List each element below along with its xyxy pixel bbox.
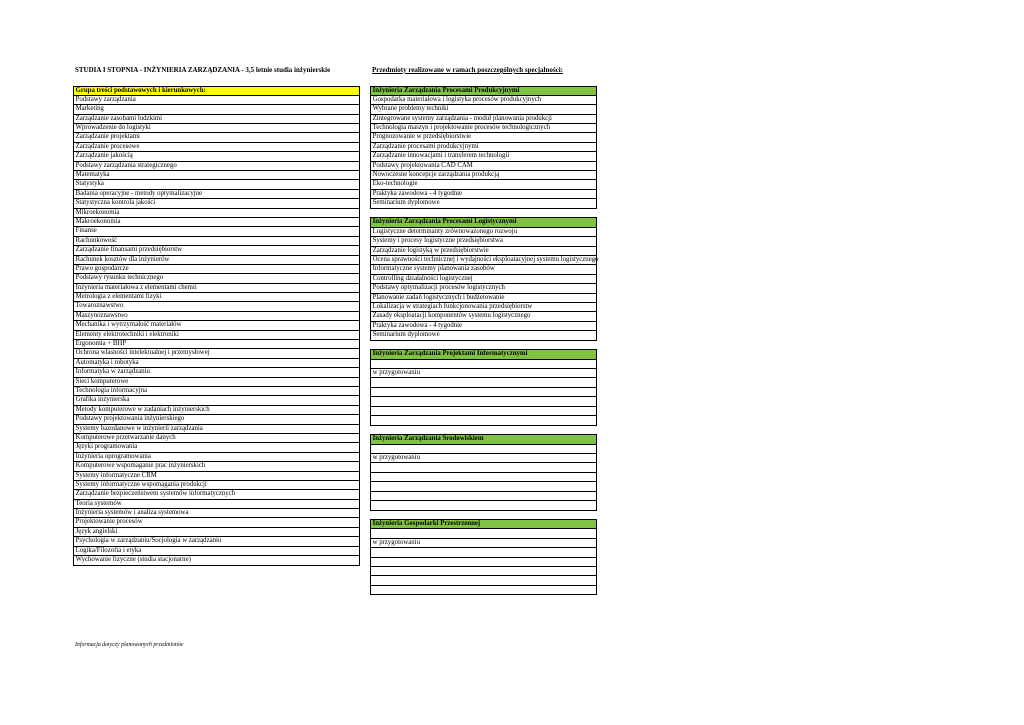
specialization-empty-row xyxy=(371,558,596,567)
core-subject-row: Statystyczna kontrola jakości xyxy=(74,199,359,208)
core-subject-row: Rachunkowość xyxy=(74,237,359,246)
specializations-column xyxy=(370,86,597,596)
core-subject-row: Statystyka xyxy=(74,180,359,189)
specialization-header: Inżynieria Zarządzania Projektami Informatycznymi xyxy=(371,350,596,359)
specialization-header: Inżynieria Zarządzania Procesami Logistycznymi xyxy=(371,218,596,227)
core-subject-row: Ochrona własności intelektualnej i przemysłowej xyxy=(74,349,359,358)
core-subject-row: Zarządzanie zasobami ludzkimi xyxy=(74,115,359,124)
core-subject-row: Języki programowania xyxy=(74,443,359,452)
core-subject-row: Systemy bazodanowe w inżynierii zarządzania xyxy=(74,425,359,434)
core-subject-row: Towaroznawstwo xyxy=(74,302,359,311)
core-subject-row: Zarządzanie finansami przedsiębiorstw xyxy=(74,246,359,255)
specialization-empty-row xyxy=(371,397,596,406)
specialization-empty-row xyxy=(371,407,596,416)
core-subject-row: Finanse xyxy=(74,227,359,236)
specialization-empty-row xyxy=(371,378,596,387)
core-subject-row: Maszynoznawstwo xyxy=(74,312,359,321)
specialization-empty-row xyxy=(371,492,596,501)
core-subject-row: Makroekonomia xyxy=(74,218,359,227)
core-subject-row: Wprowadzenie do logistyki xyxy=(74,124,359,133)
specializations-heading: Przedmioty realizowane w ramach poszczególnych specjalności: xyxy=(372,66,563,74)
core-subject-row: Metody komputerowe w zadaniach inżynierskich xyxy=(74,406,359,415)
core-subject-row: Komputerowe wspomaganie prac inżynierskich xyxy=(74,462,359,471)
specialization-subject-row: Podstawy projektowania CAD CAM xyxy=(371,162,596,171)
core-subject-row: Podstawy zarządzania strategicznego xyxy=(74,162,359,171)
specialization-header: Inżynieria Zarządzania Środowiskiem xyxy=(371,435,596,444)
core-subjects-table xyxy=(73,86,360,566)
core-subject-row: Komputerowe przetwarzanie danych xyxy=(74,434,359,443)
core-subject-row: Marketing xyxy=(74,105,359,114)
core-subject-row: Inżynieria systemów i analiza systemowa xyxy=(74,509,359,518)
specialization-subject-row: Wybrane problemy techniki xyxy=(371,105,596,114)
core-subject-row: Grafika inżynierska xyxy=(74,396,359,405)
core-subject-row: Podstawy projektowania inżynierskiego xyxy=(74,415,359,424)
core-subject-row: Informatyka w zarządzaniu xyxy=(74,368,359,377)
core-subject-row: Badania operacyjne - metody optymalizacyjne xyxy=(74,190,359,199)
specialization-empty-row xyxy=(371,586,596,595)
specialization-subject-row: w przygotowaniu xyxy=(371,454,596,463)
specialization-subject-row: Controlling działalności logistycznej xyxy=(371,275,596,284)
specialization-table xyxy=(370,434,597,510)
specialization-subject-row: Gospodarka materiałowa i logistyka procesów produkcyjnych xyxy=(371,96,596,105)
specialization-subject-row: Podstawy optymalizacji procesów logistycznych xyxy=(371,284,596,293)
specialization-subject-row: Ocena sprawności technicznej i wydajności eksploatacyjnej systemu logistycznego xyxy=(371,256,596,265)
core-subject-row: Elementy elektrotechniki i elektroniki xyxy=(74,331,359,340)
specialization-subject-row: Logistyczne determinanty zrównoważonego rozwoju xyxy=(371,228,596,237)
specialization-empty-row xyxy=(371,501,596,510)
footer-note: Informacja dotyczy planowanych przedmiotów xyxy=(75,642,184,648)
core-subject-row: Inżynieria materiałowa z elementami chemii xyxy=(74,284,359,293)
core-subject-row: Projektowanie procesów xyxy=(74,518,359,527)
core-subject-row: Podstawy zarządzania xyxy=(74,96,359,105)
specialization-empty-row xyxy=(371,445,596,454)
specialization-subject-row: Planowanie zadań logistycznych i budżetowanie xyxy=(371,294,596,303)
core-group-header: Grupa treści podstawowych i kierunkowych: xyxy=(74,87,359,96)
specialization-empty-row xyxy=(371,463,596,472)
specialization-empty-row xyxy=(371,482,596,491)
specialization-subject-row: Seminarium dyplomowe xyxy=(372,199,440,207)
core-subject-row: Podstawy rysunku technicznego xyxy=(74,274,359,283)
core-subject-row: Teoria systemów xyxy=(74,500,359,509)
specialization-subject-row: Zarządzanie innowacjami i transferem technologii xyxy=(371,152,596,161)
specialization-subject-row: Praktyka zawodowa - 4 tygodnie xyxy=(371,190,596,199)
core-subject-row: Psychologia w zarządzaniu/Socjologia w zarządzaniu xyxy=(74,537,359,546)
core-subject-row: Prawo gospodarcze xyxy=(74,265,359,274)
specialization-subject-row: Zasady eksploatacji komponentów systemu logistycznego xyxy=(371,312,596,321)
core-subject-row: Zarządzanie procesowe xyxy=(74,143,359,152)
specialization-subject-row: Praktyka zawodowa - 4 tygodnie xyxy=(371,322,596,331)
specialization-subject-row: Systemy i procesy logistyczne przedsiębiorstwa xyxy=(371,237,596,246)
specialization-empty-row xyxy=(371,548,596,557)
core-subject-row: Matematyka xyxy=(74,171,359,180)
specialization-subject-row: Prognozowanie w przedsiębiorstwie xyxy=(371,133,596,142)
core-subject-row: Mechanika i wytrzymałość materiałów xyxy=(74,321,359,330)
core-subject-row: Mikroekonomia xyxy=(74,209,359,218)
specialization-empty-row xyxy=(371,576,596,585)
specialization-subject-row: Lokalizacja w strategiach funkcjonowania przedsiębiorstw xyxy=(371,303,596,312)
specialization-empty-row xyxy=(371,473,596,482)
specialization-subject-row: Technologia maszyn i projektowanie procesów technologicznych xyxy=(371,124,596,133)
specialization-table xyxy=(370,519,597,595)
core-subject-row: Technologia informacyjna xyxy=(74,387,359,396)
specialization-subject-row: Nowoczesne koncepcje zarządzania produkcją xyxy=(371,171,596,180)
specialization-subject-row: Eko-technologie xyxy=(371,180,596,189)
core-subject-row: Język angielski xyxy=(74,528,359,537)
core-subject-row: Metrologia z elementami fizyki xyxy=(74,293,359,302)
specialization-subject-row: Zarządzanie logistyką w przedsiębiorstwie xyxy=(371,247,596,256)
specialization-subject-row: w przygotowaniu xyxy=(371,539,596,548)
specialization-subject-row: Seminarium dyplomowe xyxy=(372,331,440,339)
core-subject-row: Zarządzanie bezpieczeństwem systemów informatycznych xyxy=(74,490,359,499)
specialization-empty-row xyxy=(371,416,596,425)
document-title: STUDIA I STOPNIA - INŻYNIERIA ZARZĄDZANIA - 3,5 letnie studia inżynierskie xyxy=(75,66,331,74)
core-subject-row: Ergonomia + BHP xyxy=(74,340,359,349)
core-subject-row: Automatyka i robotyka xyxy=(74,359,359,368)
specialization-empty-row xyxy=(371,567,596,576)
specialization-header: Inżynieria Gospodarki Przestrzennej xyxy=(371,520,596,529)
core-subject-row: Zarządzanie jakością xyxy=(74,152,359,161)
specialization-header: Inżynieria Zarządzania Procesami Produkcyjnymi xyxy=(371,87,596,96)
specialization-table xyxy=(370,349,597,425)
specialization-table xyxy=(370,217,597,340)
core-subject-row: Systemy informatyczne CRM xyxy=(74,472,359,481)
core-subject-row: Zarządzanie projektami xyxy=(74,133,359,142)
specialization-subject-row: Zintegrowane systemy zarządzania - moduł planowania produkcji xyxy=(371,115,596,124)
core-subject-row: Rachunek kosztów dla inżynierów xyxy=(74,256,359,265)
specialization-table xyxy=(370,86,597,209)
specialization-subject-row: w przygotowaniu xyxy=(371,369,596,378)
specialization-empty-row xyxy=(371,529,596,538)
specialization-empty-row xyxy=(371,360,596,369)
core-subject-row: Sieci komputerowe xyxy=(74,378,359,387)
core-subject-row: Logika/Filozofia i etyka xyxy=(74,547,359,556)
specialization-empty-row xyxy=(371,388,596,397)
specialization-subject-row: Zarządzanie procesami produkcyjnymi xyxy=(371,143,596,152)
core-subject-row: Inżynieria oprogramowania xyxy=(74,453,359,462)
core-subject-row: Wychowanie fizyczne (studia stacjonarne) xyxy=(75,556,191,564)
core-subject-row: Systemy informatyczne wspomagania produkcji xyxy=(74,481,359,490)
specialization-subject-row: Informatyczne systemy planowania zasobów xyxy=(371,265,596,274)
